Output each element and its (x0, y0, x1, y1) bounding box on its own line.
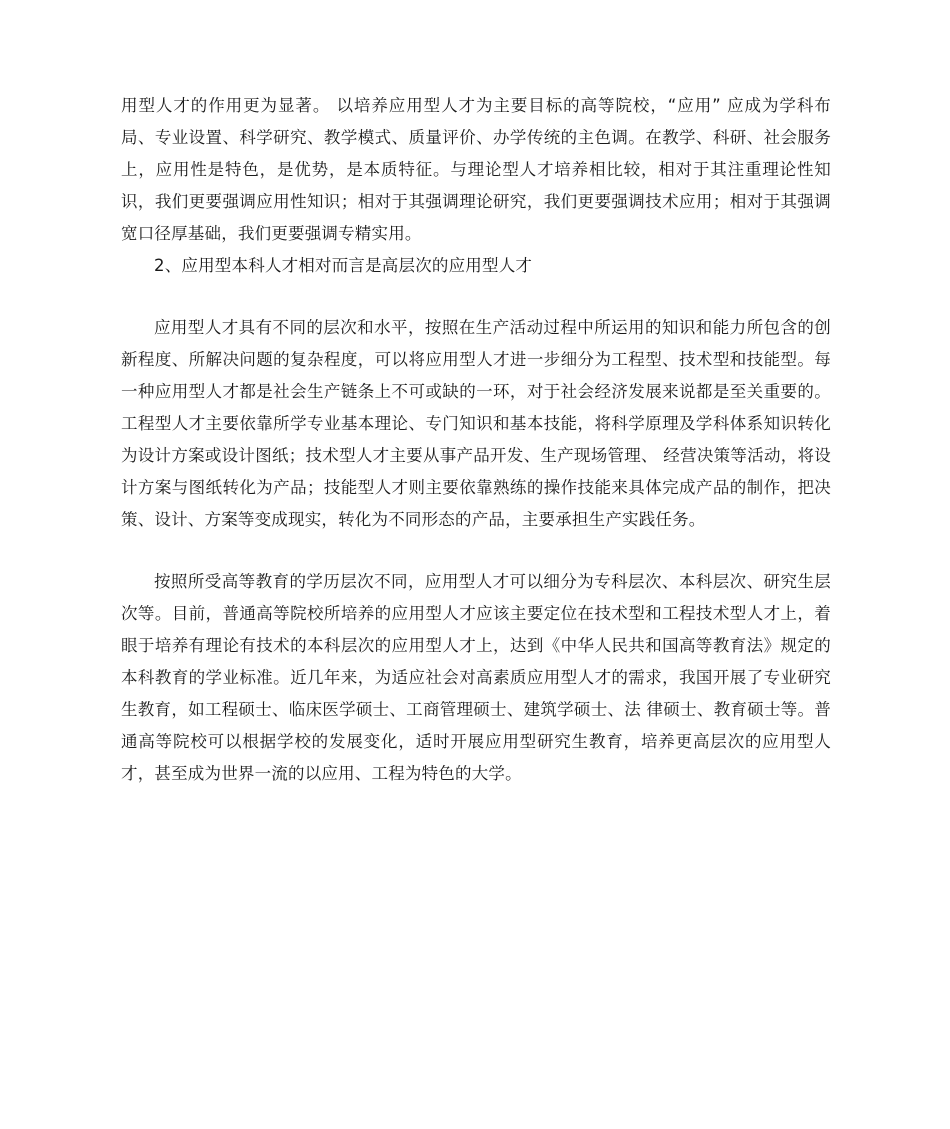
paragraph-application-levels: 应用型人才具有不同的层次和水平，按照在生产活动过程中所运用的知识和能力所包含的创新程度、所解决问题的复杂程度，可以将应用型人才进一步细分为工程型、技术型和技能型。每一种应用型人才都是社会生产链条上不可或缺的一环，对于社会经济发展来说都是至关重要的。工程型人才主要依靠所学专业基本理论、专门知识和基本技能，将科学原理及学科体系知识转化为设计方案或设计图纸；技术型人才主要从事产品开发、生产现场管理、 经营决策等活动，将设计方案与图纸转化为产品；技能型人才则主要依靠熟练的操作技能来具体完成产品的制作，把决策、设计、方案等变成现实，转化为不同形态的产品，主要承担生产实践任务。 (121, 318, 831, 529)
document-body (121, 90, 831, 790)
paragraph-continuation: 用型人才的作用更为显著。 以培养应用型人才为主要目标的高等院校，“应用” 应成为学科布局、专业设置、科学研究、教学模式、质量评价、办学传统的主色调。在教学、科研、社会服务上，应用性是特色，是优势，是本质特征。与理论型人才培养相比较，相对于其注重理论性知识，我们更要强调应用性知识；相对于其强调理论研究，我们更要强调技术应用；相对于其强调宽口径厚基础，我们更要强调专精实用。 (121, 96, 831, 243)
section-heading: 2、应用型本科人才相对而言是高层次的应用型人才 (154, 256, 533, 275)
paragraph-education-levels: 按照所受高等教育的学历层次不同，应用型人才可以细分为专科层次、本科层次、研究生层次等。目前，普通高等院校所培养的应用型人才应该主要定位在技术型和工程技术型人才上，着眼于培养有理论有技术的本科层次的应用型人才上，达到《中华人民共和国高等教育法》规定的本科教育的学业标准。近几年来，为适应社会对高素质应用型人才的需求，我国开展了专业研究生教育，如工程硕士、临床医学硕士、工商管理硕士、建筑学硕士、法 律硕士、教育硕士等。普通高等院校可以根据学校的发展变化，适时开展应用型研究生教育，培养更高层次的应用型人才，甚至成为世界一流的以应用、工程为特色的大学。 (121, 572, 831, 783)
